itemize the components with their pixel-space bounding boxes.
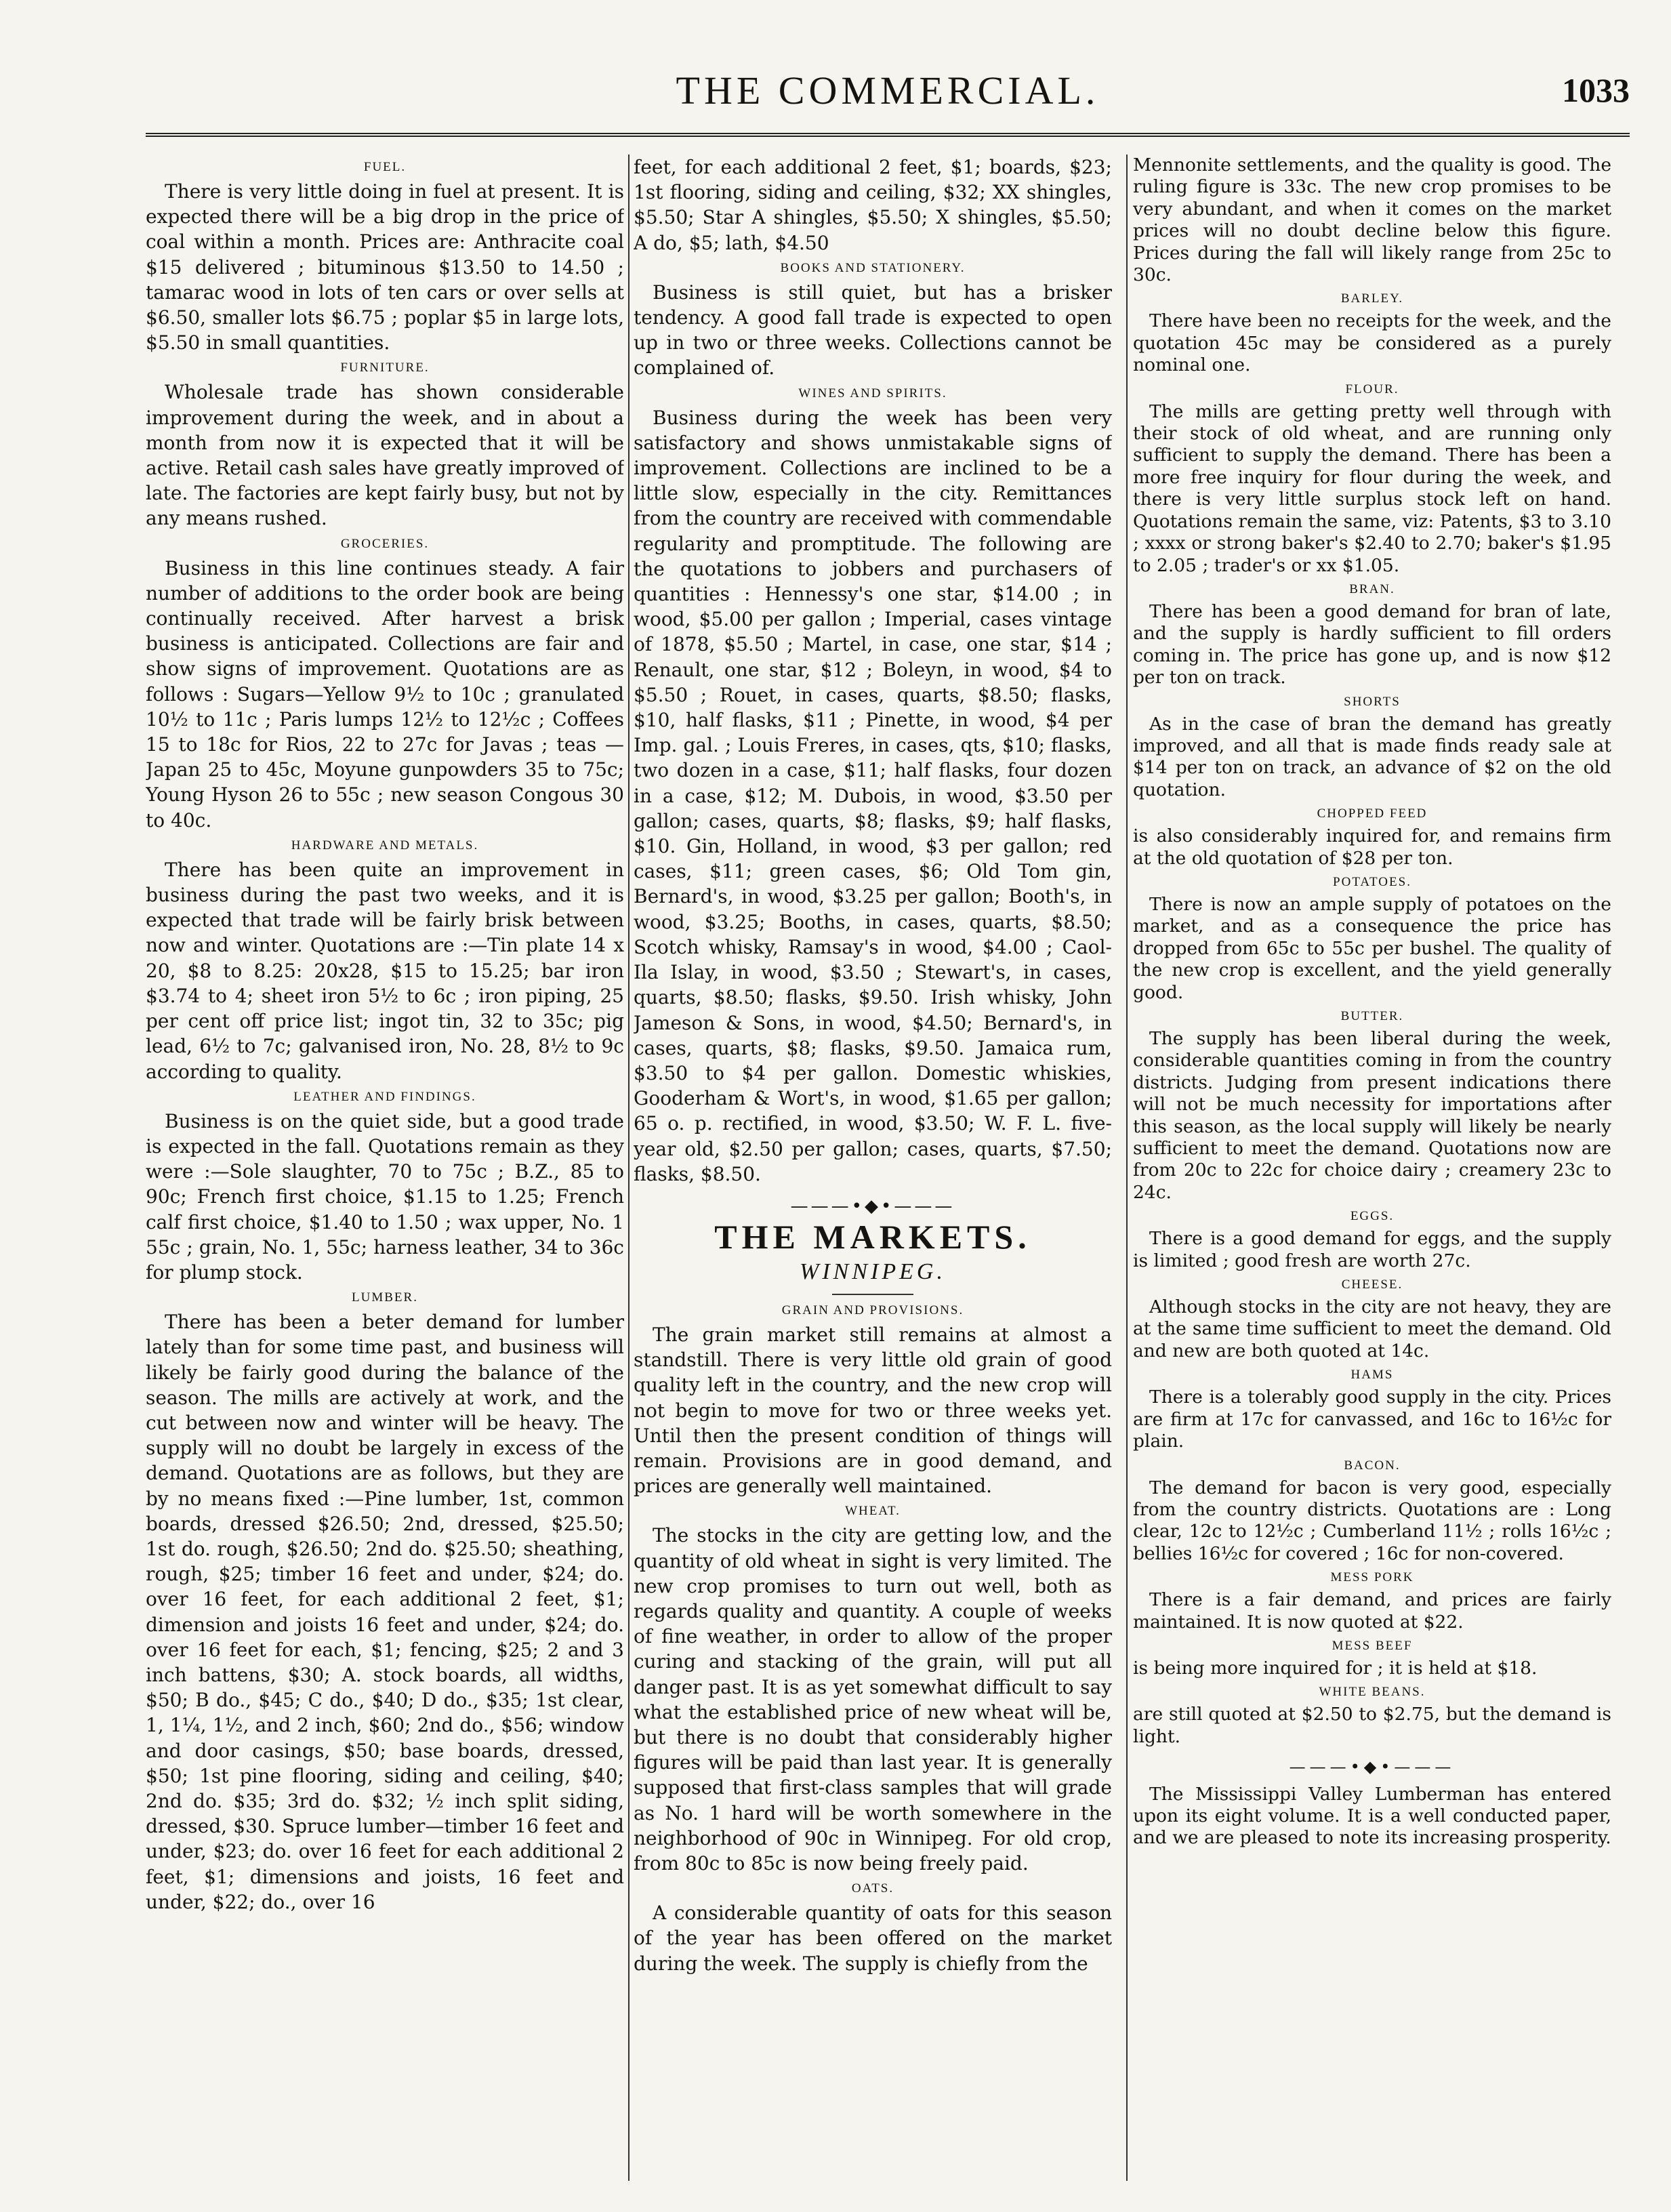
section-heading-mess-pork: MESS PORK: [1330, 1570, 1414, 1585]
section-heading-hardware: HARDWARE AND METALS.: [291, 838, 479, 853]
page-number: 1033: [1562, 71, 1630, 109]
column-divider: [628, 155, 630, 2181]
article-paragraph: Business in this line continues steady. A fair number of additions to the order book are being continually received. After harvest a brisk business is anticipated. Collections are fair and show signs of improvement. Quotations are as follows : Sugars—Yellow 9½ to 10c ; granulated 10½ to 11c ; Paris lumps 12½ to 12½c ; Coffees 15 to 18c for Rios, 22 to 27c for Javas ; teas — Japan 25 to 45c, Moyune gunpowders 35 to 75c; Young Hyson 26 to 55c ; new season Congous 30 to 40c.: [146, 556, 624, 832]
section-heading-groceries: GROCERIES.: [340, 536, 430, 551]
section-heading-leather: LEATHER AND FINDINGS.: [293, 1089, 476, 1104]
article-continuation: feet, for each additional 2 feet, $1; boards, $23; 1st flooring, siding and ceiling, $32; XX shingles, $5.50; Star A shingles, $5.50; X shingles, $5.50; A do, $5; lath, $4.50: [634, 156, 1112, 254]
article-paragraph: There has been quite an improvement in business during the past two weeks, and it is expected that trade will be fairly brisk between now and winter. Quotations are :—Tin plate 14 x 20, $8 to 8.25: 20x28, $15 to 15.25; bar iron $3.74 to 4; sheet iron 5½ to 6c ; iron piping, 25 per cent off price list; ingot tin, 32 to 35c; pig lead, 6½ to 7c; galvanised iron, No. 28, 8½ to 9c according to quality.: [146, 858, 624, 1083]
article-paragraph: The supply has been liberal during the week, considerable quantities coming in from the country districts. Judging from present indications there will not be much necessity for importations after this season, as the local supply will likely be nearly sufficient to meet the demand. Quotations now are from 20c to 22c for choice dairy ; creamery 23c to 24c.: [1133, 1028, 1611, 1203]
section-heading-mess-beef: MESS BEEF: [1332, 1638, 1413, 1653]
markets-heading: THE MARKETS.: [714, 1217, 1031, 1256]
markets-subheading: WINNIPEG.: [800, 1258, 946, 1284]
column-divider: [1126, 155, 1128, 2181]
section-heading-lumber: LUMBER.: [352, 1290, 418, 1305]
article-paragraph: There have been no receipts for the week, and the quotation 45c may be considered as a purely nominal one.: [1133, 310, 1611, 376]
markets-banner: [634, 1196, 1112, 1295]
section-heading-chopped-feed: CHOPPED FEED: [1317, 806, 1428, 821]
article-paragraph: is also considerably inquired for, and remains firm at the old quotation of $28 per ton.: [1133, 825, 1611, 869]
article-paragraph: There is a fair demand, and prices are fairly maintained. It is now quoted at $22.: [1133, 1589, 1611, 1633]
section-heading-cheese: CHEESE.: [1341, 1277, 1403, 1292]
article-paragraph: Wholesale trade has shown considerable improvement during the week, and in about a month from now it is expected that it will be active. Retail cash sales have greatly improved of late. The factories are kept fairly busy, but not by any means rushed.: [146, 381, 624, 530]
article-paragraph: There is very little doing in fuel at present. It is expected there will be a big drop in the price of coal within a month. Prices are: Anthracite coal $15 delivered ; bituminous $13.50 to 14.50 ; tamarac wood in lots of ten cars or over sells at $6.50, smaller lots $6.75 ; poplar $5 in large lots, $5.50 in small quantities.: [146, 180, 624, 354]
publication-title: THE COMMERCIAL.: [676, 68, 1100, 112]
article-paragraph: As in the case of bran the demand has greatly improved, and all that is made finds ready sale at $14 per ton on track, an advance of $2 on the old quotation.: [1133, 713, 1611, 800]
article-paragraph: A considerable quantity of oats for this season of the year has been offered on the market during the week. The supply is chiefly from the: [634, 1902, 1112, 1975]
column-1: [146, 155, 624, 2174]
article-paragraph: The stocks in the city are getting low, and the quantity of old wheat in sight is very limited. The new crop promises to turn out well, both as regards quality and quantity. A couple of weeks of fine weather, in order to allow of the proper curing and stacking of the grain, will put all danger past. It is as yet somewhat difficult to say what the established price of new wheat will be, but there is no doubt that considerably higher figures will be paid than last year. It is generally supposed that first-class samples that will grade as No. 1 hard will be worth somewhere in the neighborhood of 90c in Winnipeg. For old crop, from 80c to 85c is now being freely paid.: [634, 1524, 1112, 1875]
ornament-divider: ———•◆•———: [790, 1195, 955, 1216]
section-heading-books: BOOKS AND STATIONERY.: [780, 260, 966, 275]
section-heading-eggs: EGGS.: [1350, 1209, 1395, 1224]
column-2: [634, 155, 1112, 2174]
section-heading-butter: BUTTER.: [1340, 1009, 1404, 1023]
section-heading-hams: HAMS: [1350, 1368, 1394, 1382]
section-heading-wines: WINES AND SPIRITS.: [798, 386, 947, 401]
section-heading-oats: OATS.: [851, 1881, 894, 1896]
section-heading-wheat: WHEAT.: [845, 1504, 901, 1519]
note-paragraph: The Mississippi Valley Lumberman has entered upon its eight volume. It is a well conducted paper, and we are pleased to note its increasing prosperity.: [1133, 1783, 1611, 1849]
section-heading-fuel: FUEL.: [363, 160, 407, 174]
section-heading-flour: FLOUR.: [1345, 382, 1399, 396]
article-paragraph: The grain market still remains at almost a standstill. There is very little old grain of good quality left in the country, and the new crop will not begin to move for two or three weeks yet. Until then the present condition of things will remain. Provisions are in good demand, and prices are generally well maintained.: [634, 1323, 1112, 1498]
article-paragraph: is being more inquired for ; it is held at $18.: [1133, 1657, 1538, 1679]
section-heading-potatoes: POTATOES.: [1333, 874, 1411, 889]
article-paragraph: Although stocks in the city are not heavy, they are at the same time sufficient to meet the demand. Old and new are both quoted at 14c.: [1133, 1296, 1611, 1361]
section-heading-bacon: BACON.: [1344, 1458, 1401, 1473]
article-paragraph: There has been a good demand for bran of late, and the supply is hardly sufficient to fill orders coming in. The price has gone up, and is now $12 per ton on track.: [1133, 600, 1611, 689]
section-heading-grain: GRAIN AND PROVISIONS.: [781, 1303, 964, 1317]
section-heading-bran: BRAN.: [1349, 581, 1395, 596]
article-paragraph: The mills are getting pretty well through with their stock of old wheat, and are running only sufficient to supply the demand. There has been a more free inquiry for flour during the week, and there is very little surplus stock left on hand. Quotations remain the same, viz: Patents, $3 to 3.10 ; xxxx or strong baker's $2.40 to 2.70; baker's $1.95 to 2.05 ; trader's or xx $1.05.: [1133, 401, 1611, 576]
article-paragraph: There has been a beter demand for lumber lately than for some time past, and business will likely be fairly good during the balance of the season. The mills are actively at work, and the cut between now and winter will be heavy. The supply will no doubt be largely in excess of the demand. Quotations are as follows, but they are by no means fixed :—Pine lumber, 1st, common boards, dressed $26.50; 2nd, dressed, $25.50; 1st do. rough, $26.50; 2nd do. $25.50; sheathing, rough, $25; timber 16 feet and under, $24; do. over 16 feet, for each additional 2 feet, $1; dimension and joists 16 feet and under, $24; do. over 16 feet for each, $1; fencing, $25; 2 and 3 inch battens, $30; A. stock boards, all widths, $50; B do., $45; C do., $40; D do., $35; 1st clear, 1, 1¼, 1½, and 2 inch, $60; 2nd do., $56; window and door casings, $50; base boards, dressed, $50; 1st pine flooring, siding and ceiling, $40; 2nd do. $35; 3rd do. $32; ½ inch split siding, dressed, $30. Spruce lumber—timber 16 feet and under, $23; do. over 16 feet for each additional 2 feet, $1; dimensions and joists, 16 feet and under, $22; do., over 16: [146, 1311, 624, 1913]
article-continuation: Mennonite settlements, and the quality is good. The ruling figure is 33c. The new crop promises to be very abundant, and when it comes on the market prices will no doubt decline below this figure. Prices during the fall will likely range from 25c to 30c.: [1133, 155, 1611, 286]
article-paragraph: The demand for bacon is very good, especially from the country districts. Quotations are : Long clear, 12c to 12½c ; Cumberland 11½ ; rolls 16½c ; bellies 16½c for covered ; 16c for non-covered.: [1133, 1477, 1611, 1564]
article-paragraph: Business during the week has been very satisfactory and shows unmistakable signs of improvement. Collections are inclined to be a little slow, especially in the city. Remittances from the country are received with commendable regularity and promptitude. The following are the quotations to jobbers and purchasers of quantities : Hennessy's one star, $14.00 ; in wood, $5.00 per gallon ; Imperial, cases vintage of 1878, $5.50 ; Martel, in case, one star, $14 ; Renault, one star, $12 ; Boleyn, in wood, $4 to $5.50 ; Rouet, in cases, quarts, $8.50; flasks, $10, half flasks, $11 ; Pinette, in wood, $4 per Imp. gal. ; Louis Freres, in cases, qts, $10; flasks, two dozen in a case, $11; half flasks, four dozen in a case, $12; M. Dubois, in wood, $3.50 per gallon; cases, quarts, $8; flasks, $9; half flasks, $10. Gin, Holland, in wood, $3 per gallon; red cases, $11; green cases, $6; Old Tom gin, Bernard's, in wood, $3.25 per gallon; Booth's, in wood, $3.25; Booths, in cases, quarts, $8.50; Scotch whisky, Ramsay's in wood, $4.00 ; Caol-Ila Islay, in wood, $3.50 ; Stewart's, in cases, quarts, $8.50; flasks, $9.50. Irish whisky, John Jameson & Sons, in wood, $4.50; Bernard's, in cases, quarts, $8; flasks, $9.50. Jamaica rum, $3.50 to $4 per gallon. Domestic whiskies, Gooderham & Wort's, in wood, $1.65 per gallon; 65 o. p. rectified, in wood, $3.50; W. F. L. five-year old, $2.50 per gallon; cases, quarts, $7.50; flasks, $8.50.: [634, 406, 1112, 1185]
section-heading-furniture: FURNITURE.: [340, 361, 430, 375]
column-3: [1133, 155, 1611, 2174]
article-paragraph: Business is still quiet, but has a brisker tendency. A good fall trade is expected to open up in two or three weeks. Collections cannot be complained of.: [634, 281, 1112, 380]
section-heading-white-beans: WHITE BEANS.: [1319, 1685, 1426, 1700]
masthead-rule: [146, 133, 1630, 137]
article-paragraph: There is now an ample supply of potatoes on the market, and as a consequence the price has dropped from 65c to 55c per bushel. The quality of the new crop is excellent, and the yield generally good.: [1133, 893, 1611, 1003]
article-paragraph: are still quoted at $2.50 to $2.75, but the demand is light.: [1133, 1704, 1611, 1747]
ornament-divider: ———•◆•———: [1289, 1757, 1456, 1777]
article-paragraph: Business is on the quiet side, but a good trade is expected in the fall. Quotations remain as they were :—Sole slaughter, 70 to 75c ; B.Z., 85 to 90c; French first choice, $1.15 to 1.25; French calf first choice, $1.40 to 1.50 ; wax upper, No. 1 55c ; grain, No. 1, 55c; harness leather, 34 to 36c for plump stock.: [146, 1109, 624, 1284]
section-heading-barley: BARLEY.: [1340, 291, 1404, 306]
section-heading-shorts: SHORTS: [1344, 694, 1401, 709]
short-rule: [832, 1294, 913, 1295]
article-paragraph: There is a good demand for eggs, and the supply is limited ; good fresh are worth 27c.: [1133, 1228, 1611, 1271]
masthead: [146, 62, 1630, 123]
article-paragraph: There is a tolerably good supply in the city. Prices are firm at 17c for canvassed, and 16c to 16½c for plain.: [1133, 1387, 1611, 1452]
